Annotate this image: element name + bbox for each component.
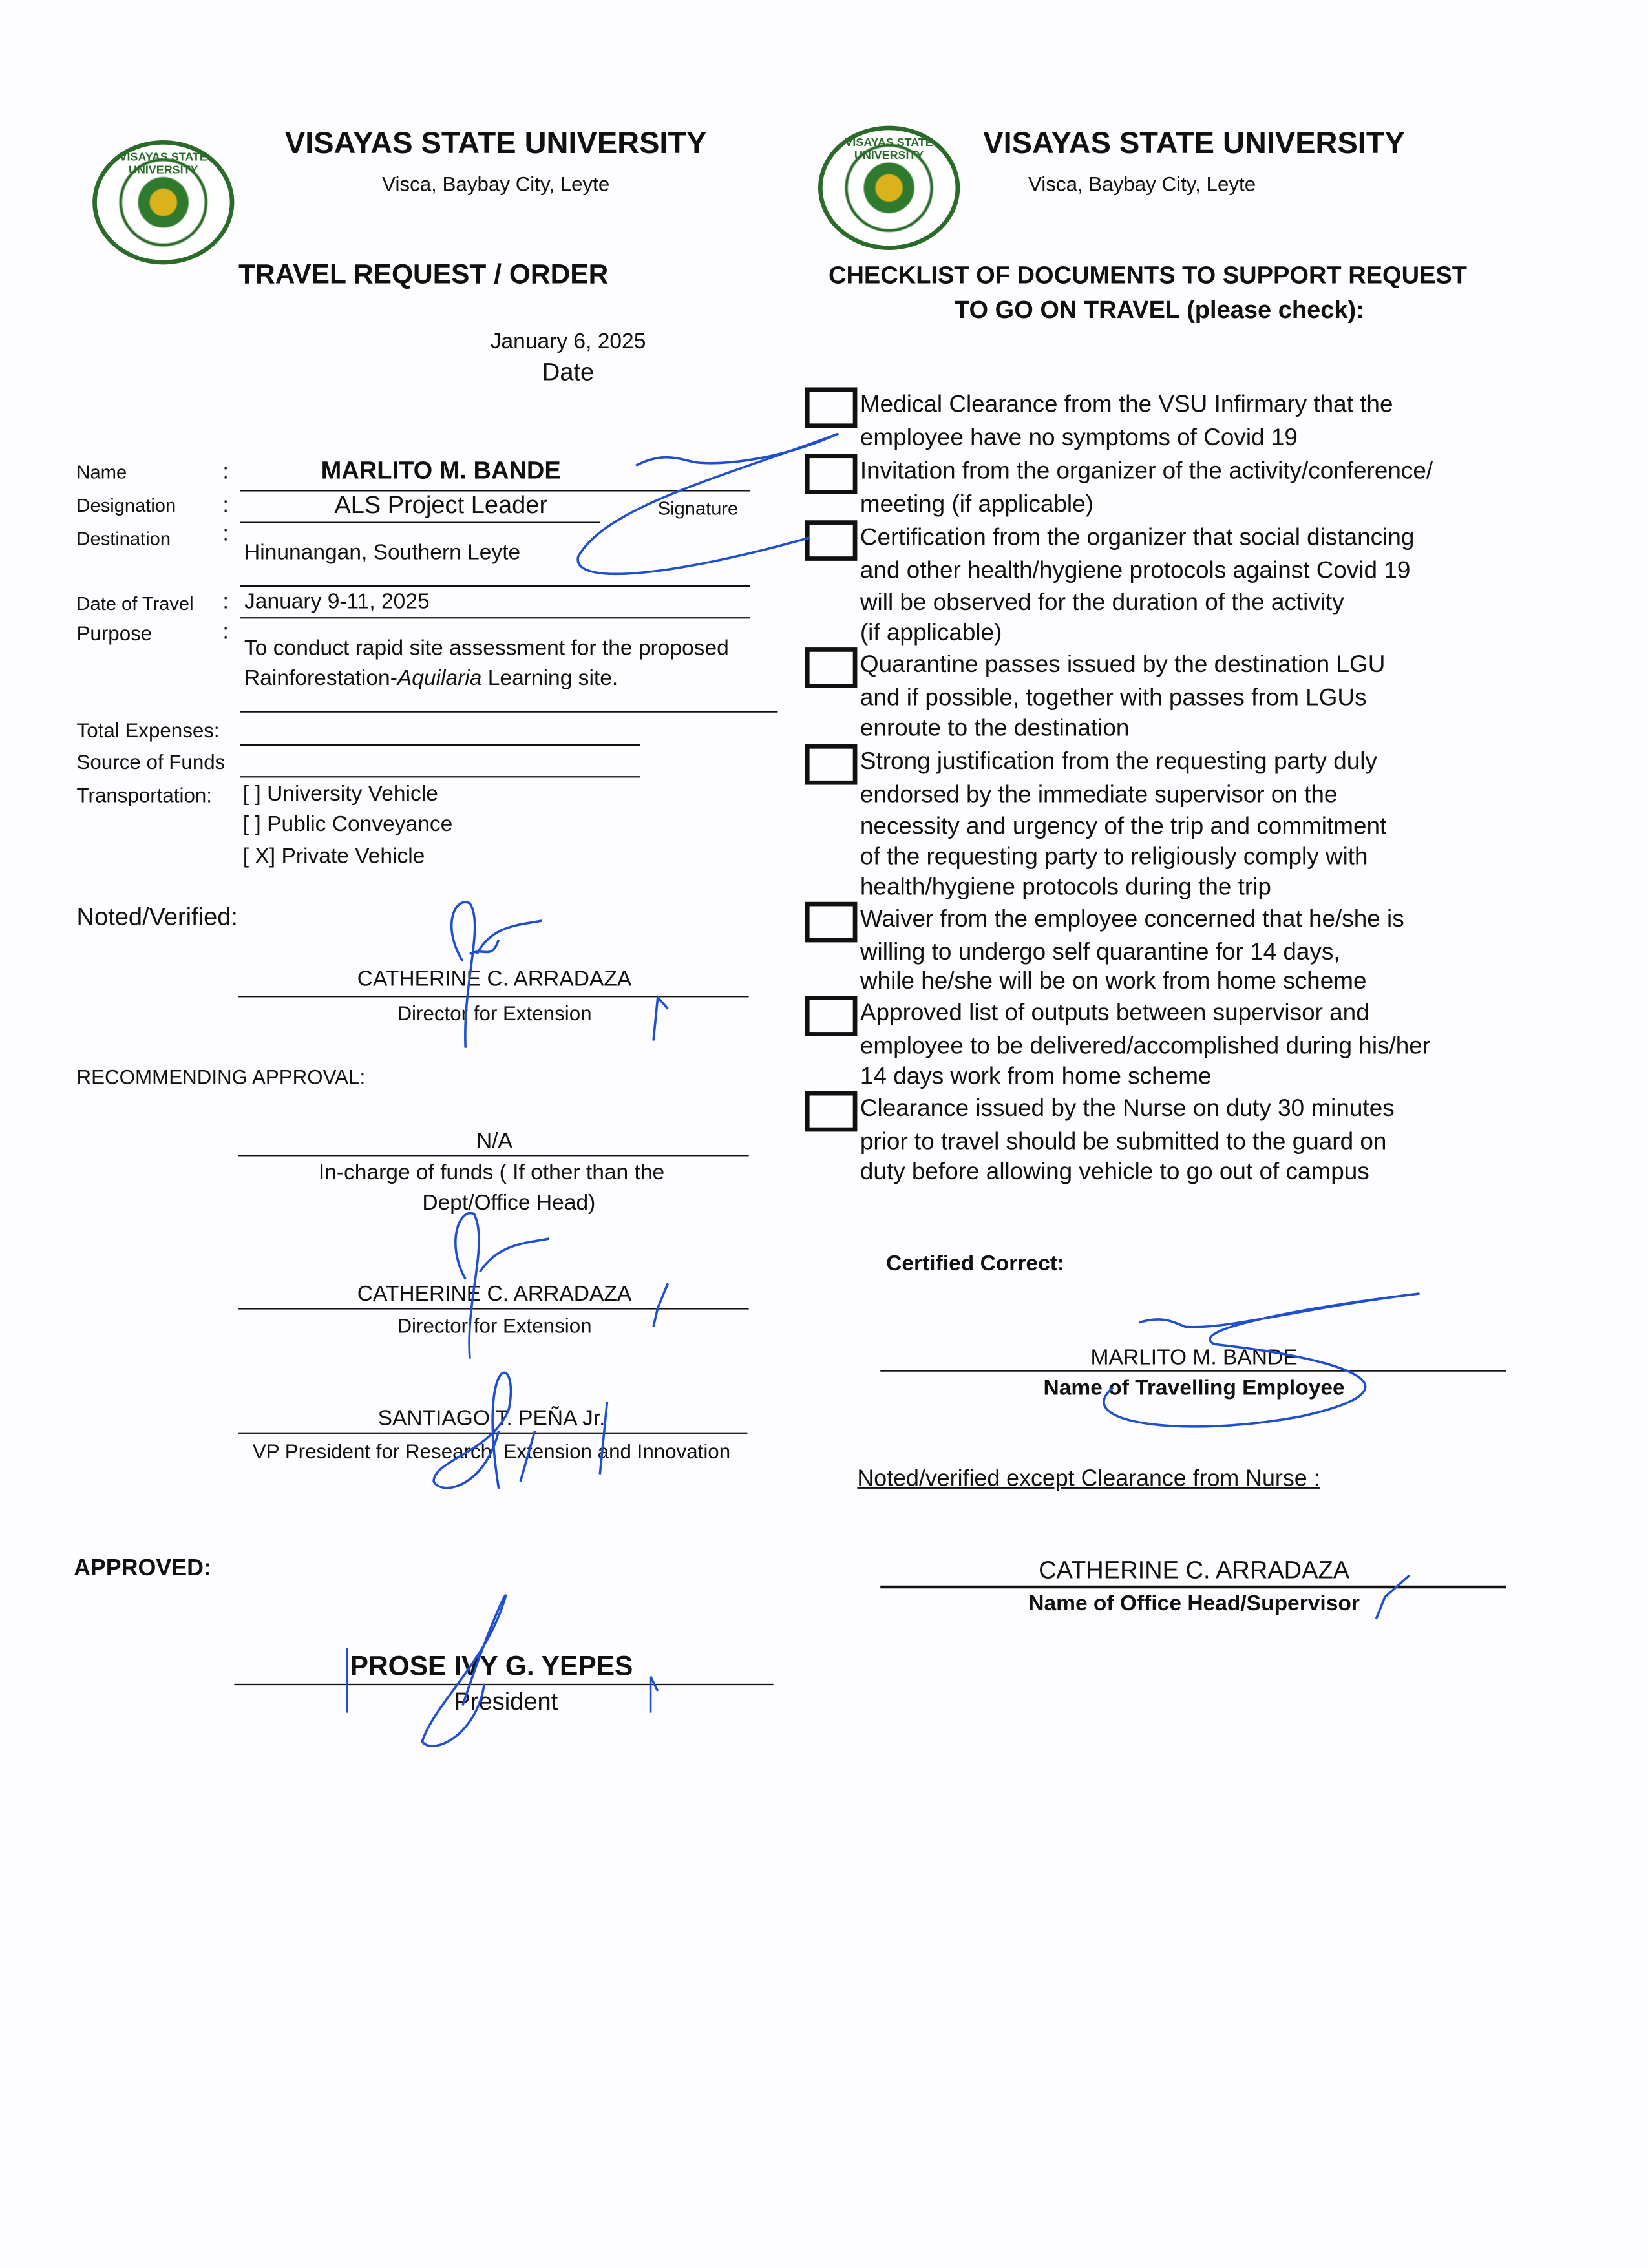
source-of-funds-label: Source of Funds [76,750,226,773]
president-title: President [454,1688,558,1716]
employee-name: MARLITO M. BANDE [1090,1345,1298,1370]
seal-text: VISAYAS STATE UNIVERSITY [845,136,933,162]
checklist-title-2: TO GO ON TRAVEL (please check): [954,296,1364,324]
noted-except-label: Noted/verified except Clearance from Nurse : [857,1467,1320,1492]
checklist-title: CHECKLIST OF DOCUMENTS TO SUPPORT REQUEST [829,261,1468,289]
vsu-seal-logo [92,140,234,264]
checklist-item-text: Clearance issued by the Nurse on duty 30 minutes [860,1095,1395,1122]
purpose-label: Purpose [76,621,153,645]
checklist-item-text: Strong justification from the requesting party duly [860,748,1377,775]
checklist-item-text: Certification from the organizer that social distancing [860,524,1415,551]
purpose-line-2 [244,666,618,691]
checklist-item-text: meeting (if applicable) [860,491,1093,518]
checklist-item-text: Waiver from the employee concerned that he/she is [860,906,1404,932]
signature-label: Signature [657,497,739,520]
university-address: Visca, Baybay City, Leyte [1028,172,1256,195]
checklist-checkbox[interactable] [805,744,858,785]
checklist-item-text: employee have no symptoms of Covid 19 [860,425,1298,451]
checklist-item-text: endorsed by the immediate supervisor on the [860,782,1338,808]
noted-verified-label: Noted/Verified: [76,903,238,931]
transport-private-vehicle: [ X] Private Vehicle [242,844,425,869]
checklist-checkbox[interactable] [805,520,858,561]
checklist-item-text: prior to travel should be submitted to the guard on [860,1128,1387,1155]
checklist-item-text: (if applicable) [860,620,1002,646]
checklist-item-text: and other health/hygiene protocols against Covid 19 [860,558,1411,584]
initial-1 [653,997,668,1040]
recommending-name: CATHERINE C. ARRADAZA [357,1282,632,1307]
total-expenses-label: Total Expenses: [76,718,220,742]
checklist-item-text: while he/she will be on work from home scheme [860,968,1367,994]
destination-value: Hinunangan, Southern Leyte [244,540,521,565]
checklist-checkbox[interactable] [805,647,858,688]
colon: : [222,459,229,485]
certified-correct-label: Certified Correct: [886,1252,1065,1277]
colon: : [222,521,229,547]
checklist-item-text: employee to be delivered/accomplished during his/her [860,1033,1431,1060]
date-of-travel-label: Date of Travel [76,593,194,614]
traveler-name: MARLITO M. BANDE [321,456,561,485]
colon: : [222,620,229,645]
checklist-item-text: willing to undergo self quarantine for 14 days, [860,939,1340,966]
transportation-label: Transportation: [76,783,213,807]
vp-title: VP President for Research, Extension and Innovation [252,1439,731,1463]
date-of-travel-value: January 9-11, 2025 [244,589,430,614]
purpose-text: Rainforestation- [244,666,397,691]
office-head-title: Name of Office Head/Supervisor [1028,1591,1360,1616]
colon: : [222,589,229,614]
initial-3 [1376,1575,1409,1619]
checklist-checkbox[interactable] [805,387,858,428]
university-address: Visca, Baybay City, Leyte [382,172,610,195]
transport-public-conveyance: [ ] Public Conveyance [242,812,453,837]
checklist-item-text: Approved list of outputs between supervisor and [860,1000,1369,1027]
checklist-item-text: necessity and urgency of the trip and commitment [860,814,1387,840]
funds-incharge-title: In-charge of funds ( If other than the [318,1160,665,1186]
vp-name: SANTIAGO T. PEÑA Jr. [377,1406,606,1431]
office-head-name: CATHERINE C. ARRADAZA [1039,1557,1350,1584]
purpose-italic: Aquilaria [397,666,482,691]
purpose-text: Learning site. [481,666,618,691]
checklist-item-text: 14 days work from home scheme [860,1064,1212,1090]
initial-2 [653,1283,668,1327]
funds-incharge-title-2: Dept/Office Head) [422,1191,596,1216]
traveler-designation: ALS Project Leader [334,491,548,520]
designation-label: Designation [76,494,176,516]
checklist-checkbox[interactable] [805,454,858,494]
noted-name: CATHERINE C. ARRADAZA [357,967,632,992]
vsu-seal-logo [818,126,960,250]
checklist-item-text: Invitation from the organizer of the activity/conference/ [860,458,1433,485]
checklist-item-text: Medical Clearance from the VSU Infirmary that the [860,392,1393,418]
employee-title: Name of Travelling Employee [1043,1376,1345,1401]
colon: : [222,492,229,518]
checklist-item-text: will be observed for the duration of the activity [860,589,1344,616]
name-label: Name [76,461,127,483]
noted-title: Director for Extension [397,1002,592,1025]
president-name: PROSE IVY G. YEPES [350,1652,633,1683]
recommending-approval-label: RECOMMENDING APPROVAL: [76,1065,366,1089]
purpose-line-1: To conduct rapid site assessment for the proposed [244,636,729,661]
checklist-item-text: of the requesting party to religiously comply with [860,844,1368,870]
transport-university-vehicle: [ ] University Vehicle [242,782,438,807]
checklist-item-text: and if possible, together with passes from LGUs [860,685,1367,711]
date-label: Date [542,358,595,386]
checklist-checkbox[interactable] [805,1091,858,1132]
funds-incharge-name: N/A [476,1128,512,1153]
request-date: January 6, 2025 [490,329,646,355]
recommending-title: Director for Extension [397,1314,592,1338]
university-name: VISAYAS STATE UNIVERSITY [284,127,707,161]
checklist-item-text: duty before allowing vehicle to go out of campus [860,1159,1369,1186]
checklist-checkbox[interactable] [805,996,858,1036]
university-name: VISAYAS STATE UNIVERSITY [983,127,1405,161]
seal-text: VISAYAS STATE UNIVERSITY [119,150,207,176]
checklist-item-text: enroute to the destination [860,715,1130,742]
destination-label: Destination [76,527,171,549]
approved-label: APPROVED: [74,1557,211,1582]
form-title: TRAVEL REQUEST / ORDER [238,260,609,291]
checklist-checkbox[interactable] [805,902,858,943]
checklist-item-text: Quarantine passes issued by the destination LGU [860,651,1386,678]
checklist-item-text: health/hygiene protocols during the trip [860,874,1271,901]
